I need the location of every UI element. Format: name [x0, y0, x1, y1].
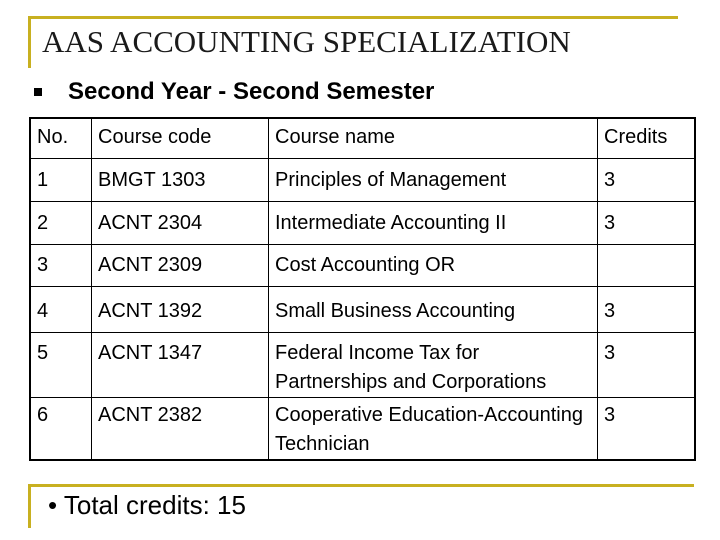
table-row: [30, 244, 695, 286]
cell-name: Cooperative Education-Accounting Technician: [269, 397, 598, 460]
cell-no: 5: [30, 332, 92, 397]
cell-code: ACNT 2382: [92, 397, 269, 460]
total-credits: • Total credits: 15: [48, 490, 246, 520]
page-title: AAS ACCOUNTING SPECIALIZATION: [42, 24, 571, 59]
cell-name: Federal Income Tax for Partnerships and Corporations: [269, 332, 598, 397]
cell-name: Principles of Management: [269, 158, 598, 201]
cell-code: ACNT 2309: [92, 244, 269, 286]
table-header-row: [30, 118, 695, 158]
column-header-code: Course code: [92, 118, 269, 158]
cell-code: BMGT 1303: [92, 158, 269, 201]
frame-bottom-line: [28, 484, 694, 487]
cell-credits: 3: [598, 286, 696, 332]
cell-credits: 3: [598, 201, 696, 244]
table-row: [30, 286, 695, 332]
cell-no: 6: [30, 397, 92, 460]
square-bullet-icon: [34, 88, 42, 96]
cell-no: 1: [30, 158, 92, 201]
table-row: [30, 158, 695, 201]
table-row: [30, 201, 695, 244]
subtitle-row: [34, 78, 434, 106]
cell-name: Small Business Accounting: [269, 286, 598, 332]
frame-left-bottom-line: [28, 484, 31, 528]
cell-name: Cost Accounting OR: [269, 244, 598, 286]
frame-left-line: [28, 16, 31, 68]
column-header-name: Course name: [269, 118, 598, 158]
cell-credits: 3: [598, 397, 696, 460]
column-header-credits: Credits: [598, 118, 696, 158]
cell-credits: 3: [598, 332, 696, 397]
frame-top-line: [28, 16, 678, 19]
page-subtitle: Second Year - Second Semester: [68, 78, 435, 105]
cell-no: 4: [30, 286, 92, 332]
cell-code: ACNT 2304: [92, 201, 269, 244]
table-row: [30, 397, 695, 460]
course-table: [29, 117, 696, 461]
cell-credits: 3: [598, 158, 696, 201]
cell-no: 2: [30, 201, 92, 244]
table-row: [30, 332, 695, 397]
cell-no: 3: [30, 244, 92, 286]
cell-code: ACNT 1392: [92, 286, 269, 332]
column-header-no: No.: [30, 118, 92, 158]
cell-credits: [598, 244, 696, 286]
cell-name: Intermediate Accounting II: [269, 201, 598, 244]
cell-code: ACNT 1347: [92, 332, 269, 397]
